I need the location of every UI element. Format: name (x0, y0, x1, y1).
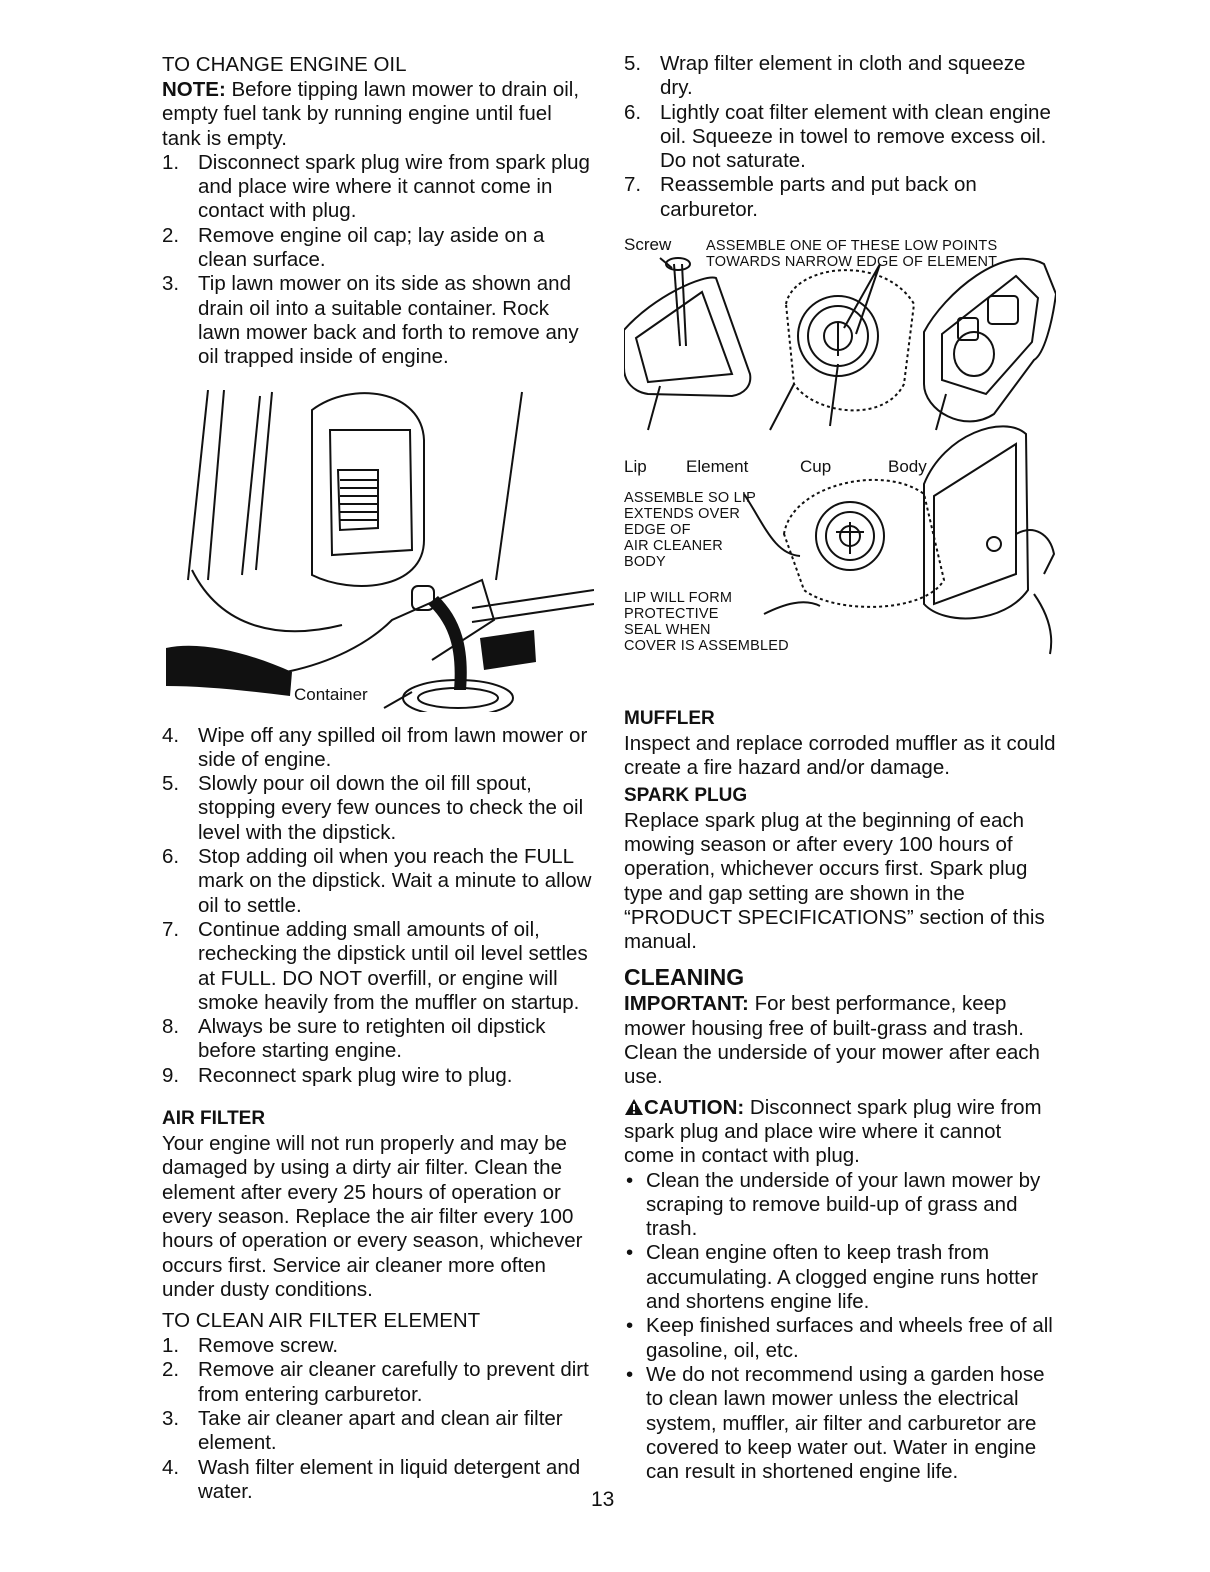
step-text: Slowly pour oil down the oil fill spout, stopping every few ounces to check the oil level with the dipstick. (198, 772, 584, 844)
list-item: • Clean engine often to keep trash from accumulating. A clogged engine runs hotter and shortens engine life. (624, 1241, 1056, 1314)
step-text: Continue adding small amounts of oil, rechecking the dipstick until oil level settles at FULL. DO NOT overfill, or engine will smoke heavily from the muffler on startup. (198, 917, 588, 1014)
page-number: 13 (591, 1488, 615, 1511)
right-column (624, 52, 1056, 1484)
lip-label: Lip (624, 457, 647, 477)
seal-note-line: COVER IS ASSEMBLED (624, 638, 789, 655)
step-number: 5. (162, 772, 180, 796)
list-item (162, 724, 594, 773)
element-label: Element (686, 457, 749, 477)
step-number: 8. (162, 1015, 180, 1039)
note-text: Before tipping lawn mower to drain oil, empty fuel tank by running engine until fuel tank is empty. (162, 78, 580, 150)
step-text: Always be sure to retighten oil dipstick before starting engine. (198, 1015, 546, 1063)
warning-triangle-icon (624, 1098, 644, 1116)
list-item: • We do not recommend using a garden hose to clean lawn mower unless the electrical system, muffler, air filter and carburetor are covered to keep water out. Water in engine can result in shortened engine life. (624, 1363, 1056, 1484)
step-number: 4. (162, 1455, 180, 1479)
spark-plug-text: Replace spark plug at the beginning of each mowing season or after every 100 hours of operation, whichever occurs first. Spark plug type and gap setting are shown in the “PRODUCT SPECIFICATIONS” section of this manual. (624, 808, 1045, 954)
step-text: Lightly coat filter element with clean engine oil. Squeeze in towel to remove excess oil. Do not saturate. (660, 100, 1051, 173)
muffler-text: Inspect and replace corroded muffler as it could create a fire hazard and/or damage. (624, 732, 1056, 780)
air-filter-illustration (624, 234, 1056, 684)
note-label: NOTE: (162, 78, 226, 101)
list-item (162, 1358, 594, 1407)
step-text: Wrap filter element in cloth and squeeze dry. (660, 52, 1026, 100)
lip-note-line: BODY (624, 554, 666, 571)
oil-drain-illustration (162, 390, 594, 712)
lawn-mower-tipped-drawing (162, 390, 594, 712)
step-number: 2. (162, 1358, 180, 1382)
step-text: Wash filter element in liquid detergent and water. (198, 1455, 581, 1503)
list-item (162, 772, 594, 845)
clean-air-filter-title: TO CLEAN AIR FILTER ELEMENT (162, 1309, 481, 1333)
step-number: 9. (162, 1063, 180, 1087)
air-filter-title: AIR FILTER (162, 1108, 266, 1130)
step-text: Reconnect spark plug wire to plug. (198, 1063, 513, 1087)
step-number: 7. (624, 173, 642, 197)
air-filter-steps-1 (162, 1334, 594, 1504)
step-number: 1. (162, 150, 180, 174)
cleaning-title: CLEANING (624, 964, 745, 991)
list-item (162, 272, 594, 369)
step-number: 6. (162, 845, 180, 869)
step-number: 3. (162, 1406, 180, 1430)
step-number: 2. (162, 223, 180, 247)
seal-note-line: PROTECTIVE (624, 606, 719, 623)
air-filter-steps-2 (624, 52, 1056, 222)
step-text: Disconnect spark plug wire from spark plug and place wire where it cannot come in contact with plug. (198, 150, 590, 223)
step-text: Stop adding oil when you reach the FULL mark on the dipstick. Wait a minute to allow oil to settle. (198, 845, 592, 917)
engine-oil-note (162, 78, 594, 151)
container-label: Container (294, 684, 368, 704)
seal-note-line: LIP WILL FORM (624, 590, 733, 607)
step-number: 6. (624, 100, 642, 124)
lip-note-line: EDGE OF (624, 522, 691, 539)
caution-label: CAUTION: (644, 1095, 745, 1119)
list-item (162, 1456, 594, 1505)
seal-note-line: SEAL WHEN (624, 622, 711, 639)
body-label: Body (888, 457, 927, 477)
step-text: Take air cleaner apart and clean air filter element. (198, 1406, 563, 1455)
step-number: 5. (624, 52, 642, 75)
list-item: • Keep finished surfaces and wheels free of all gasoline, oil, etc. (624, 1314, 1056, 1363)
step-number: 7. (162, 917, 180, 941)
list-item (162, 224, 594, 273)
step-text: Remove air cleaner carefully to prevent dirt from entering carburetor. (198, 1358, 589, 1406)
low-points-label: ASSEMBLE ONE OF THESE LOW POINTS (706, 238, 998, 255)
left-column (162, 52, 594, 1504)
list-item (162, 1334, 594, 1358)
step-text: Reassemble parts and put back on carburetor. (660, 173, 977, 221)
narrow-edge-label: TOWARDS NARROW EDGE OF ELEMENT (706, 254, 998, 271)
engine-oil-steps-1 (162, 151, 594, 370)
important-label: IMPORTANT: (624, 992, 749, 1016)
list-item (162, 1064, 594, 1088)
muffler-title: MUFFLER (624, 708, 715, 730)
list-item (162, 1407, 594, 1456)
lip-note-line: ASSEMBLE SO LIP (624, 490, 756, 507)
cup-label: Cup (800, 457, 832, 477)
list-item (162, 918, 594, 1015)
list-item (162, 1015, 594, 1064)
lip-note-line: AIR CLEANER (624, 538, 723, 555)
step-text: Wipe off any spilled oil from lawn mower or side of engine. (198, 723, 588, 771)
step-text: Tip lawn mower on its side as shown and drain oil into a suitable container. Rock lawn mower back and forth to remove any oil trapped inside of engine. (198, 272, 579, 369)
list-item (624, 101, 1056, 174)
air-filter-text: Your engine will not run properly and may be damaged by using a dirty air filter. Clean the element after every 25 hours of operation or every season. Replace the air filter every 100 hours of operation or every season, whichever occurs first. Service air cleaner more often under dusty conditions. (162, 1132, 583, 1301)
step-number: 4. (162, 723, 180, 747)
list-item (162, 845, 594, 918)
list-item (624, 173, 1056, 222)
important-text: For best performance, keep mower housing free of built-grass and trash. Clean the underside of your mower after each use. (624, 992, 1040, 1089)
cleaning-important (624, 992, 1056, 1089)
list-item (624, 52, 1056, 101)
step-text: Remove screw. (198, 1334, 339, 1358)
list-item (162, 151, 594, 224)
spark-plug-title: SPARK PLUG (624, 784, 748, 806)
cleaning-caution (624, 1096, 1056, 1169)
list-item: • Clean the underside of your lawn mower by scraping to remove build-up of grass and trash. (624, 1169, 1056, 1242)
step-text: Remove engine oil cap; lay aside on a clean surface. (198, 223, 545, 272)
lip-note-line: EXTENDS OVER (624, 506, 741, 523)
step-number: 1. (162, 1334, 180, 1358)
cleaning-bullets (624, 1169, 1056, 1485)
engine-oil-title: TO CHANGE ENGINE OIL (162, 53, 407, 76)
step-number: 3. (162, 272, 180, 296)
screw-label: Screw (624, 235, 672, 255)
caution-text: Disconnect spark plug wire from spark plug and place wire where it cannot come in contact with plug. (624, 1095, 1042, 1168)
engine-oil-steps-2 (162, 724, 594, 1088)
